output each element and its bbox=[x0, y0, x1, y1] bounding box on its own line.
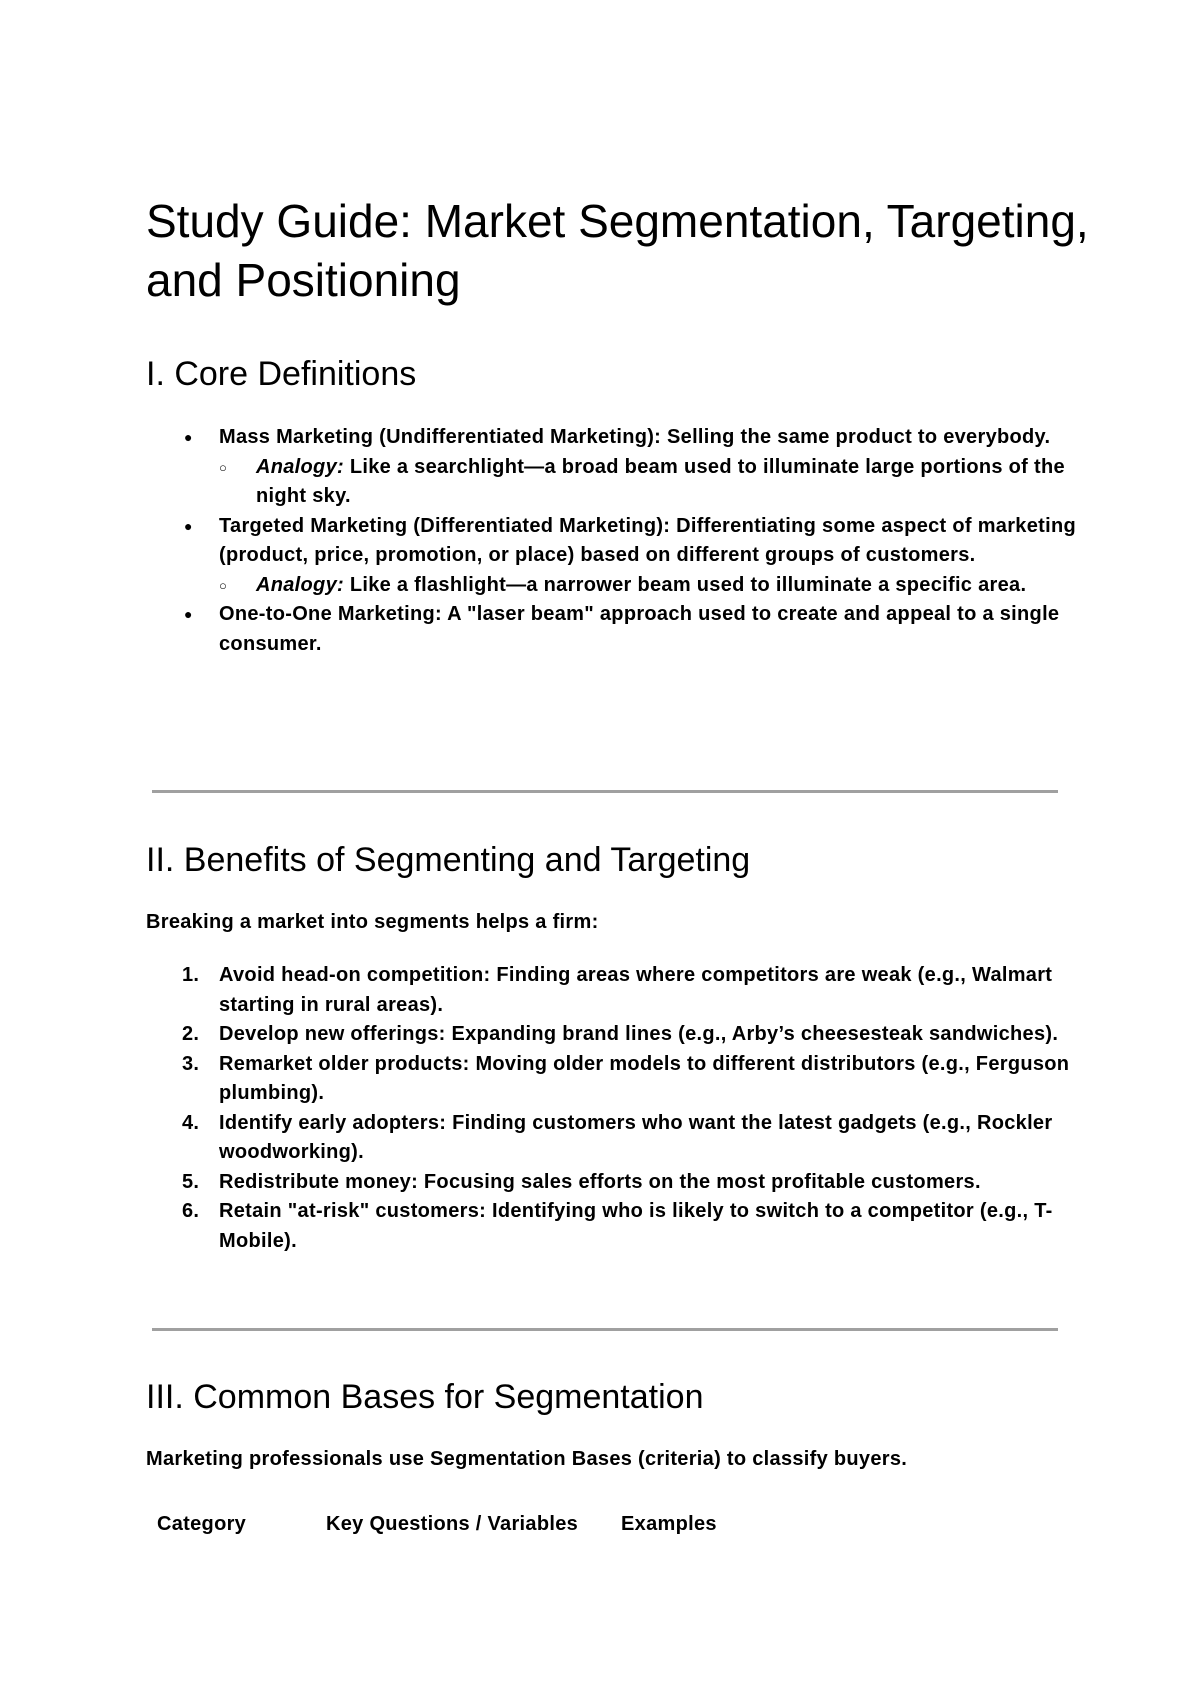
table-header-key-questions: Key Questions / Variables bbox=[326, 1513, 579, 1535]
list-item bbox=[146, 423, 1076, 453]
list-number: 4. bbox=[182, 1111, 200, 1134]
analogy-text: Like a flashlight—a narrower beam used to illuminate a specific area. bbox=[343, 573, 1027, 596]
definition-text: Targeted Marketing (Differentiated Marketing): Differentiating some aspect of marketing (product, price, promotion, or place) based on different groups of customers. bbox=[219, 514, 1076, 566]
definition-text: One-to-One Marketing: A "laser beam" approach used to create and appeal to a single consumer. bbox=[219, 603, 1060, 655]
list-item bbox=[146, 1050, 1076, 1109]
bullet-icon: ● bbox=[184, 606, 193, 622]
list-number: 6. bbox=[182, 1200, 200, 1222]
analogy-label: Analogy: bbox=[256, 573, 344, 596]
benefit-text: Redistribute money: Focusing sales efforts on the most profitable customers. bbox=[219, 1170, 981, 1193]
benefit-text: Identify early adopters: Finding customers who want the latest gadgets (e.g., Rockler woodworking). bbox=[219, 1111, 1053, 1163]
list-item bbox=[146, 1197, 1076, 1256]
list-number: 2. bbox=[182, 1023, 200, 1045]
list-item bbox=[146, 1020, 1076, 1050]
definition-text: Mass Marketing (Undifferentiated Marketing): Selling the same product to everybody. bbox=[219, 426, 1051, 448]
benefit-text: Retain "at-risk" customers: Identifying who is likely to switch to a competitor (e.g., T-Mobile). bbox=[219, 1200, 1053, 1252]
list-number: 5. bbox=[182, 1170, 200, 1193]
list-number: 3. bbox=[182, 1052, 200, 1075]
section-intro-text: Marketing professionals use Segmentation Bases (criteria) to classify buyers. bbox=[146, 1448, 908, 1470]
section-heading-core-definitions: I. Core Definitions bbox=[146, 355, 417, 393]
table-header-examples: Examples bbox=[621, 1513, 717, 1535]
section-heading-segmentation-bases: III. Common Bases for Segmentation bbox=[146, 1378, 704, 1416]
page-title: Study Guide: Market Segmentation, Targeting, and Positioning bbox=[146, 195, 1089, 306]
list-item bbox=[219, 571, 1076, 601]
list-item bbox=[146, 512, 1076, 571]
list-item bbox=[146, 961, 1076, 1020]
analogy-label: Analogy: bbox=[256, 455, 344, 478]
analogy-text: Like a searchlight—a broad beam used to illuminate large portions of the night sky. bbox=[256, 455, 1065, 507]
list-item bbox=[146, 1168, 1076, 1198]
list-item bbox=[146, 1109, 1076, 1168]
benefit-text: Remarket older products: Moving older models to different distributors (e.g., Ferguson plumbing). bbox=[219, 1052, 1070, 1104]
sub-bullet-icon: ○ bbox=[219, 577, 228, 593]
horizontal-divider bbox=[152, 1328, 1058, 1331]
segmentation-table-header bbox=[146, 1510, 1046, 1540]
benefit-text: Develop new offerings: Expanding brand lines (e.g., Arby’s cheesesteak sandwiches). bbox=[219, 1023, 1059, 1045]
list-item bbox=[146, 600, 1076, 659]
section-heading-benefits: II. Benefits of Segmenting and Targeting bbox=[146, 841, 751, 879]
list-item bbox=[219, 453, 1076, 512]
benefits-list bbox=[146, 961, 1076, 1256]
table-header-category: Category bbox=[157, 1513, 247, 1535]
sub-bullet-icon: ○ bbox=[219, 459, 228, 475]
core-definitions-list bbox=[146, 423, 1076, 659]
benefit-text: Avoid head-on competition: Finding areas where competitors are weak (e.g., Walmart starting in rural areas). bbox=[219, 964, 1053, 1016]
horizontal-divider bbox=[152, 790, 1058, 793]
list-number: 1. bbox=[182, 964, 200, 986]
bullet-icon: ● bbox=[184, 517, 193, 534]
section-intro-text: Breaking a market into segments helps a firm: bbox=[146, 911, 599, 933]
bullet-icon: ● bbox=[184, 429, 193, 445]
